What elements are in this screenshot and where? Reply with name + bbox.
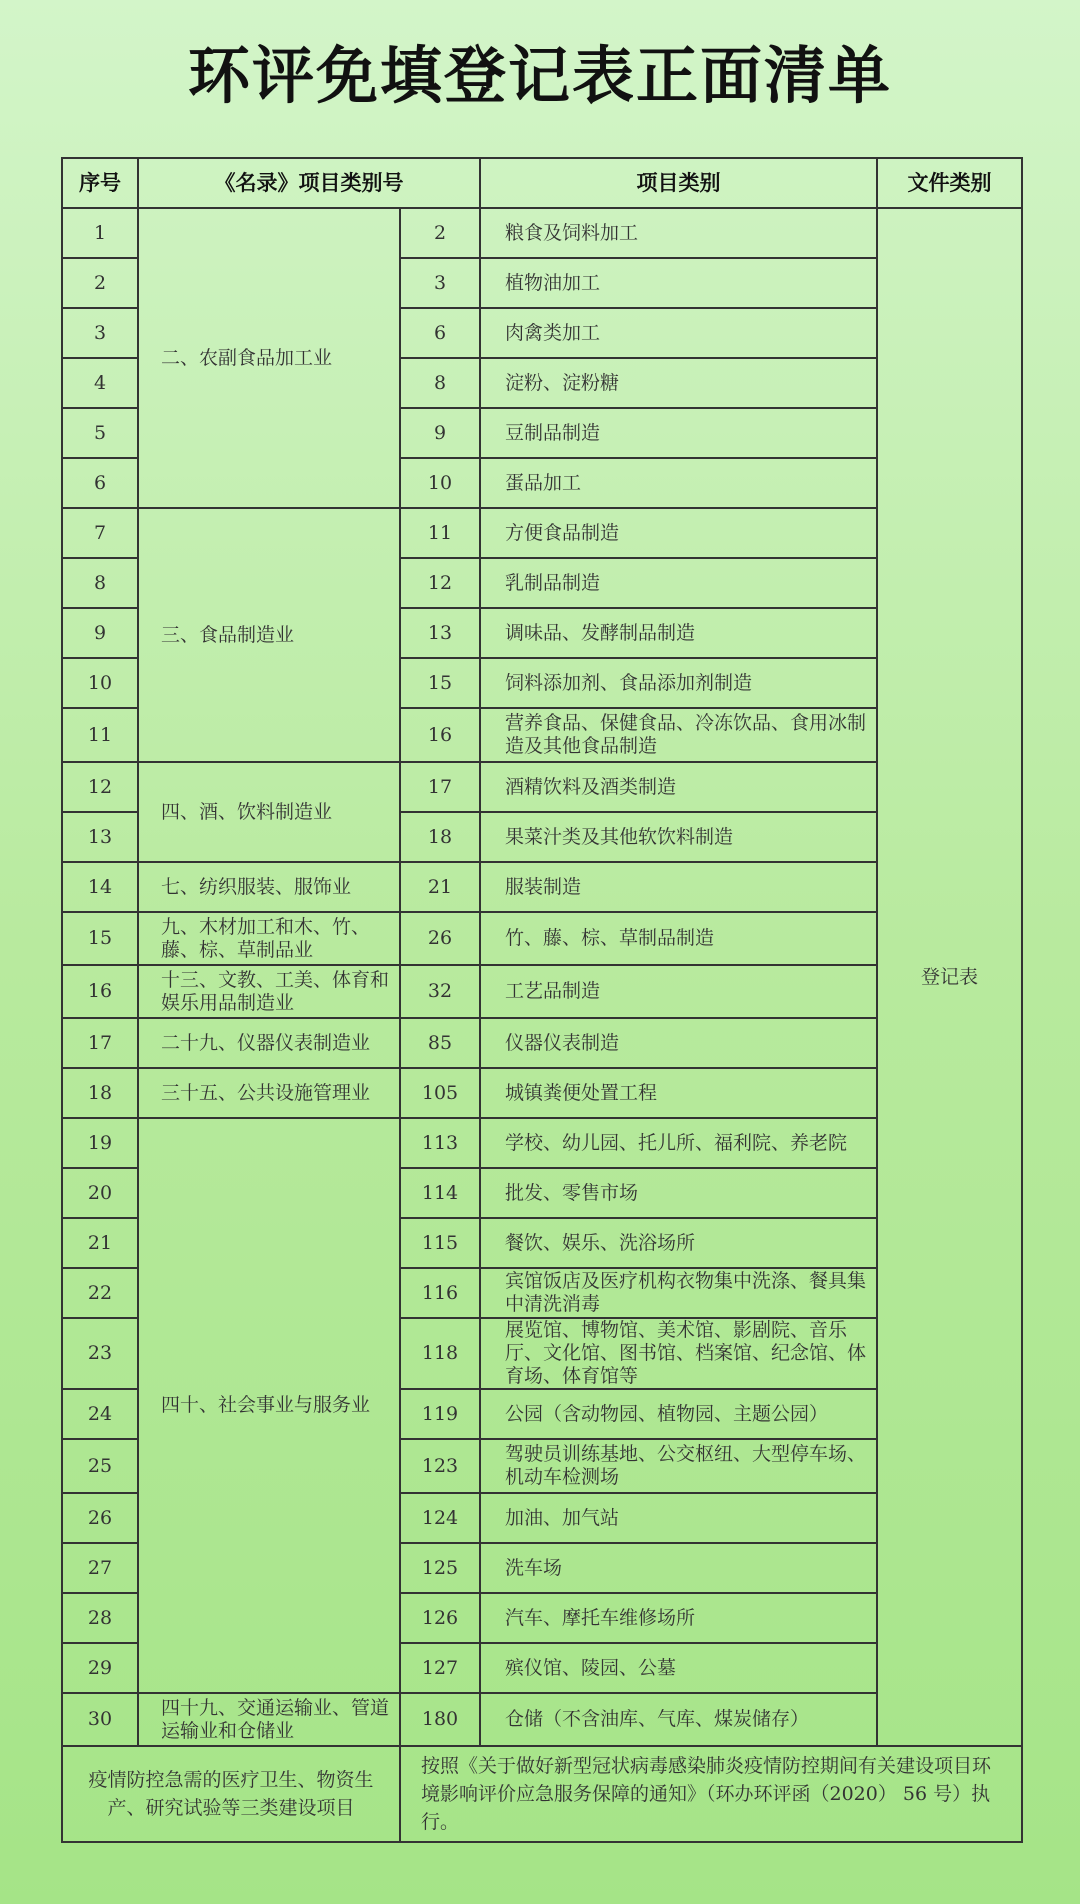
industry-category: 二十九、仪器仪表制造业	[138, 1018, 400, 1068]
category-code: 11	[400, 508, 480, 558]
row-seq: 11	[62, 708, 138, 762]
row-seq: 19	[62, 1118, 138, 1168]
project-name: 仓储（不含油库、气库、煤炭储存）	[480, 1693, 877, 1746]
footer-project-types: 疫情防控急需的医疗卫生、物资生产、研究试验等三类建设项目	[62, 1746, 400, 1842]
row-seq: 28	[62, 1593, 138, 1643]
row-seq: 20	[62, 1168, 138, 1218]
row-seq: 25	[62, 1439, 138, 1493]
industry-category: 七、纺织服装、服饰业	[138, 862, 400, 912]
project-name: 竹、藤、棕、草制品制造	[480, 912, 877, 965]
category-code: 119	[400, 1389, 480, 1439]
category-code: 127	[400, 1643, 480, 1693]
project-name: 批发、零售市场	[480, 1168, 877, 1218]
category-code: 105	[400, 1068, 480, 1118]
project-name: 服装制造	[480, 862, 877, 912]
category-code: 17	[400, 762, 480, 812]
project-name: 餐饮、娱乐、洗浴场所	[480, 1218, 877, 1268]
row-seq: 24	[62, 1389, 138, 1439]
category-code: 125	[400, 1543, 480, 1593]
footer-instruction: 按照《关于做好新型冠状病毒感染肺炎疫情防控期间有关建设项目环境影响评价应急服务保障的通知》（环办环评函（2020） 56 号）执行。	[400, 1746, 1022, 1842]
row-seq: 18	[62, 1068, 138, 1118]
doc-type: 登记表	[877, 208, 1022, 1746]
row-seq: 12	[62, 762, 138, 812]
project-name: 调味品、发酵制品制造	[480, 608, 877, 658]
category-code: 115	[400, 1218, 480, 1268]
category-code: 114	[400, 1168, 480, 1218]
row-seq: 9	[62, 608, 138, 658]
industry-category: 九、木材加工和木、竹、藤、棕、草制品业	[138, 912, 400, 965]
project-name: 酒精饮料及酒类制造	[480, 762, 877, 812]
category-code: 6	[400, 308, 480, 358]
row-seq: 8	[62, 558, 138, 608]
category-code: 116	[400, 1268, 480, 1318]
category-code: 15	[400, 658, 480, 708]
project-name: 城镇粪便处置工程	[480, 1068, 877, 1118]
table-header-row	[62, 158, 1022, 208]
header-catalog: 《名录》项目类别号	[138, 158, 480, 208]
project-name: 饲料添加剂、食品添加剂制造	[480, 658, 877, 708]
industry-category: 二、农副食品加工业	[138, 208, 400, 508]
category-code: 113	[400, 1118, 480, 1168]
category-code: 21	[400, 862, 480, 912]
row-seq: 15	[62, 912, 138, 965]
category-code: 180	[400, 1693, 480, 1746]
project-name: 淀粉、淀粉糖	[480, 358, 877, 408]
category-code: 126	[400, 1593, 480, 1643]
industry-category: 十三、文教、工美、体育和娱乐用品制造业	[138, 965, 400, 1018]
category-code: 18	[400, 812, 480, 862]
category-code: 118	[400, 1318, 480, 1389]
category-code: 85	[400, 1018, 480, 1068]
row-seq: 3	[62, 308, 138, 358]
industry-category: 四十九、交通运输业、管道运输业和仓储业	[138, 1693, 400, 1746]
project-name: 宾馆饭店及医疗机构衣物集中洗涤、餐具集中清洗消毒	[480, 1268, 877, 1318]
project-name: 汽车、摩托车维修场所	[480, 1593, 877, 1643]
project-name: 仪器仪表制造	[480, 1018, 877, 1068]
industry-category: 四、酒、饮料制造业	[138, 762, 400, 862]
row-seq: 1	[62, 208, 138, 258]
project-name: 工艺品制造	[480, 965, 877, 1018]
row-seq: 26	[62, 1493, 138, 1543]
row-seq: 29	[62, 1643, 138, 1693]
page-title: 环评免填登记表正面清单	[187, 39, 892, 112]
row-seq: 23	[62, 1318, 138, 1389]
footer-row	[62, 1746, 1022, 1842]
project-name: 植物油加工	[480, 258, 877, 308]
row-seq: 22	[62, 1268, 138, 1318]
row-seq: 14	[62, 862, 138, 912]
project-name: 公园（含动物园、植物园、主题公园）	[480, 1389, 877, 1439]
category-code: 124	[400, 1493, 480, 1543]
project-name: 展览馆、博物馆、美术馆、影剧院、音乐厅、文化馆、图书馆、档案馆、纪念馆、体育场、体育馆等	[480, 1318, 877, 1389]
project-name: 蛋品加工	[480, 458, 877, 508]
project-name: 加油、加气站	[480, 1493, 877, 1543]
project-name: 果菜汁类及其他软饮料制造	[480, 812, 877, 862]
category-code: 13	[400, 608, 480, 658]
category-code: 9	[400, 408, 480, 458]
table-row	[62, 208, 1022, 258]
project-name: 豆制品制造	[480, 408, 877, 458]
category-code: 3	[400, 258, 480, 308]
project-name: 粮食及饲料加工	[480, 208, 877, 258]
project-name: 学校、幼儿园、托儿所、福利院、养老院	[480, 1118, 877, 1168]
category-code: 12	[400, 558, 480, 608]
row-seq: 6	[62, 458, 138, 508]
category-code: 26	[400, 912, 480, 965]
row-seq: 21	[62, 1218, 138, 1268]
category-code: 10	[400, 458, 480, 508]
row-seq: 4	[62, 358, 138, 408]
table-body	[62, 208, 1022, 1842]
category-code: 8	[400, 358, 480, 408]
row-seq: 13	[62, 812, 138, 862]
header-seq: 序号	[62, 158, 138, 208]
project-name: 营养食品、保健食品、冷冻饮品、食用冰制造及其他食品制造	[480, 708, 877, 762]
row-seq: 7	[62, 508, 138, 558]
row-seq: 5	[62, 408, 138, 458]
row-seq: 27	[62, 1543, 138, 1593]
row-seq: 16	[62, 965, 138, 1018]
industry-category: 四十、社会事业与服务业	[138, 1118, 400, 1693]
project-name: 肉禽类加工	[480, 308, 877, 358]
project-name: 乳制品制造	[480, 558, 877, 608]
category-code: 2	[400, 208, 480, 258]
project-list-table	[61, 157, 1023, 1843]
row-seq: 30	[62, 1693, 138, 1746]
row-seq: 17	[62, 1018, 138, 1068]
project-name: 殡仪馆、陵园、公墓	[480, 1643, 877, 1693]
category-code: 16	[400, 708, 480, 762]
row-seq: 10	[62, 658, 138, 708]
industry-category: 三十五、公共设施管理业	[138, 1068, 400, 1118]
project-name: 驾驶员训练基地、公交枢纽、大型停车场、机动车检测场	[480, 1439, 877, 1493]
project-name: 洗车场	[480, 1543, 877, 1593]
header-project: 项目类别	[480, 158, 877, 208]
industry-category: 三、食品制造业	[138, 508, 400, 762]
project-name: 方便食品制造	[480, 508, 877, 558]
category-code: 32	[400, 965, 480, 1018]
header-doc: 文件类别	[877, 158, 1022, 208]
row-seq: 2	[62, 258, 138, 308]
category-code: 123	[400, 1439, 480, 1493]
